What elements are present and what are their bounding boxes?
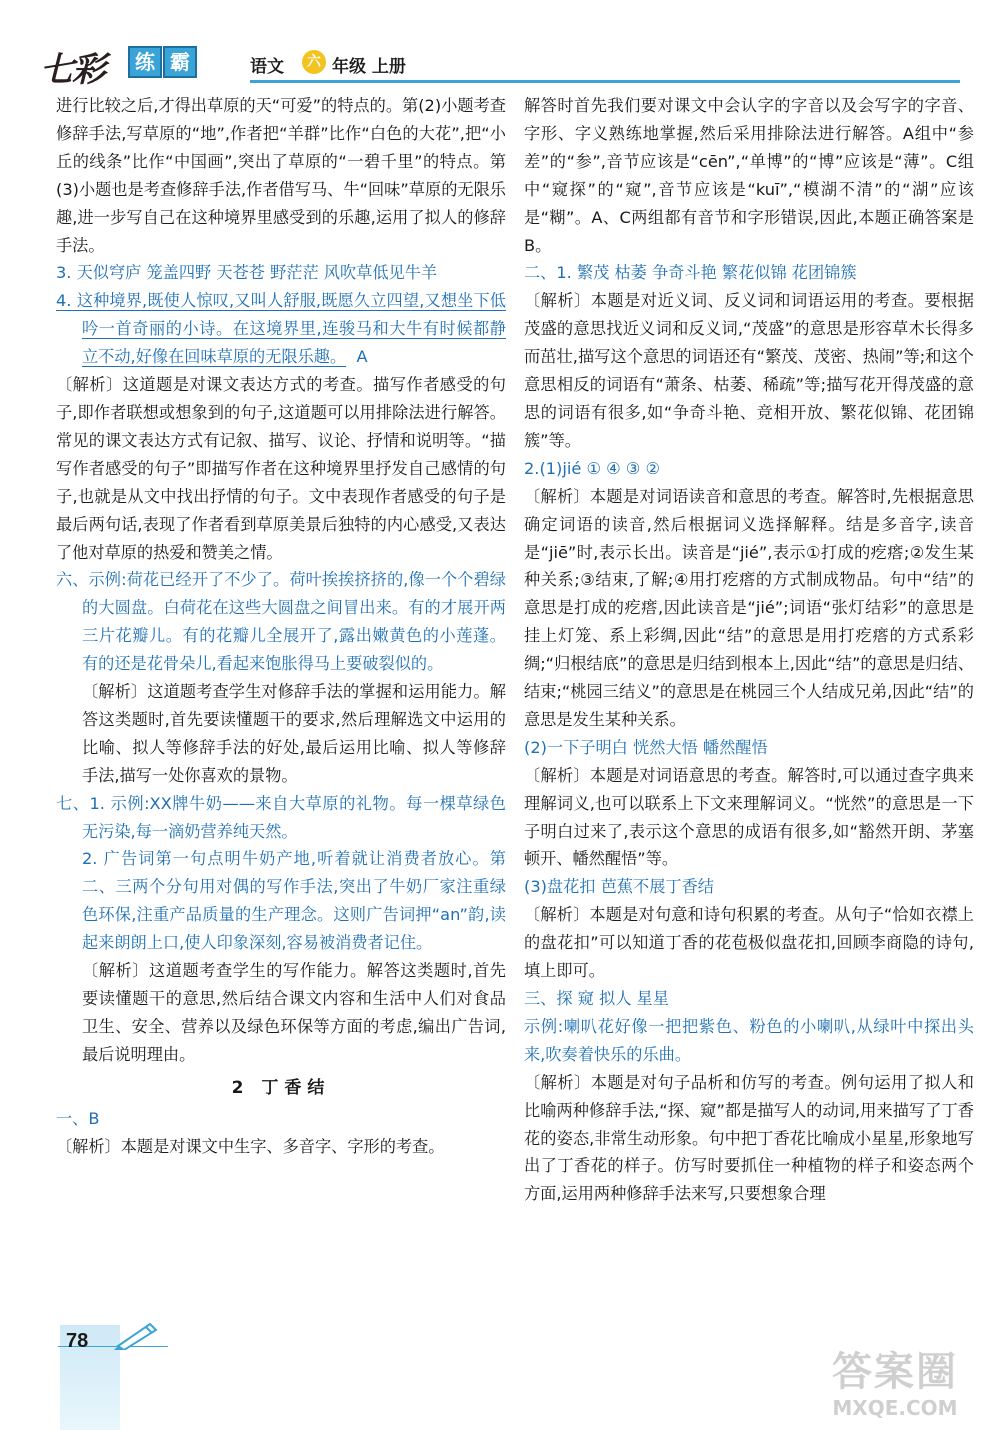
answer-two-1: 二、1. 繁茂 枯萎 争奇斗艳 繁花似锦 花团锦簇 xyxy=(524,263,857,283)
answer-one: 一、B xyxy=(56,1108,100,1128)
explanation-two-2-3: 〔解析〕本题是对句意和诗句积累的考查。从句子“恰如衣襟上的盘花扣”可以知道丁香的花苞极似盘花扣,回顾李商隐的诗句,填上即可。 xyxy=(524,905,974,981)
answer-three-example: 示例:喇叭花好像一把把紫色、粉色的小喇叭,从绿叶中探出头来,吹奏着快乐的乐曲。 xyxy=(524,1016,974,1064)
answer-six: 六、示例:荷花已经开了不少了。荷叶挨挨挤挤的,像一个个碧绿的大圆盘。白荷花在这些大圆盘之间冒出来。有的才展开两三片花瓣儿。有的花瓣儿全展开了,露出嫩黄色的小莲蓬。有的还是花骨朵儿,看起来饱胀得马上要破裂似的。 xyxy=(56,570,506,674)
watermark-url: MXQE.COM xyxy=(832,1396,958,1420)
answer-paragraph: 进行比较之后,才得出草原的天“可爱”的特点的。第(2)小题考查修辞手法,写草原的“地”,作者把“羊群”比作“白色的大花”,把“小丘的线条”比作“中国画”,突出了草原的“一碧千里”的特点。第(3)小题也是考查修辞手法,作者借写马、牛“回味”草原的无限乐趣,进一步写自己在这种境界里感受到的乐趣,运用了拟人的修辞手法。 xyxy=(56,96,506,255)
left-column xyxy=(56,92,506,1160)
brand-box xyxy=(128,46,198,78)
page-number: 78 xyxy=(66,1330,89,1352)
explanation-seven: 〔解析〕这道题考查学生的写作能力。解答这类题时,首先要读懂题干的意思,然后结合课文内容和生活中人们对食品卫生、安全、营养以及绿色环保等方面的考虑,编出广告词,最后说明理由。 xyxy=(82,961,506,1064)
explanation-two-1: 〔解析〕本题是对近义词、反义词和词语运用的考查。要根据茂盛的意思找近义词和反义词,“茂盛”的意思是形容草木长得多而茁壮,描写这个意思的词语还有“繁茂、茂密、热闹”等;和这个意思相反的词语有“萧条、枯萎、稀疏”等;描写花开得茂盛的意思的词语有很多,如“争奇斗艳、竞相开放、繁花似锦、花团锦簇”等。 xyxy=(524,291,974,450)
brand-box-char-2: 霸 xyxy=(163,46,197,78)
brand-logo: 七彩 xyxy=(40,50,104,90)
page-header xyxy=(40,38,960,90)
explanation-six: 〔解析〕这道题考查学生对修辞手法的掌握和运用能力。解答这类题时,首先要读懂题干的要求,然后理解选文中运用的比喻、拟人等修辞手法的好处,最后运用比喻、拟人等修辞手法,描写一处你喜欢的景物。 xyxy=(82,682,506,785)
header-rule xyxy=(250,80,960,83)
explanation-two-2: 〔解析〕本题是对词语读音和意思的考查。解答时,先根据意思确定词语的读音,然后根据词义选择解释。结是多音字,读音是“jiē”时,表示长出。读音是“jié”,表示①打成的疙瘩;②发生某种关系;③结束,了解;④用打疙瘩的方式制成物品。句中“结”的意思是打成的疙瘩,因此读音是“jié”;词语“张灯结彩”的意思是挂上灯笼、系上彩绸,因此“结”的意思是用打疙瘩的方式系彩绸;“归根结底”的意思是归结到根本上,因此“结”的意思是归结、结束;“桃园三结义”的意思是在桃园三个人结成兄弟,因此“结”的意思是发生某种关系。 xyxy=(524,486,974,729)
answer-two-2: 2.(1)jié ① ④ ③ ② xyxy=(524,458,660,478)
answer-4-block xyxy=(56,287,506,371)
section-title: 2 丁香结 xyxy=(231,1077,331,1098)
watermark xyxy=(810,1348,980,1428)
answer-two-2-2: (2)一下子明白 恍然大悟 幡然醒悟 xyxy=(524,737,768,757)
grade-badge: 六 xyxy=(302,50,326,74)
header-grade: 年级 上册 xyxy=(332,57,406,77)
answer-three: 三、探 窥 拟人 星星 xyxy=(524,989,669,1008)
answer-two-2-3: (3)盘花扣 芭蕉不展丁香结 xyxy=(524,877,714,897)
answer-4: 4. 这种境界,既使人惊叹,又叫人舒服,既愿久立四望,又想坐下低吟一首奇丽的小诗。在这境界里,连骏马和大牛有时候都静立不动,好像在回味草原的无限乐趣。 xyxy=(56,291,506,367)
explanation-two-2-2: 〔解析〕本题是对词语意思的考查。解答时,可以通过查字典来理解词义,也可以联系上下文来理解词义。“恍然”的意思是一下子明白过来了,表示这个意思的成语有很多,如“豁然开朗、茅塞顿开、幡然醒悟”等。 xyxy=(524,765,974,869)
pencil-icon xyxy=(110,1320,170,1350)
explanation-4: 〔解析〕这道题是对课文表达方式的考查。描写作者感受的句子,即作者联想或想象到的句子,这道题可以用排除法进行解答。常见的课文表达方式有记叙、描写、议论、抒情和说明等。“描写作者感受的句子”即描写作者在这种境界里抒发自己感情的句子,也就是从文中找出抒情的句子。文中表现作者感受的句子是最后两句话,表现了作者看到草原美景后独特的内心感受,又表达了他对草原的热爱和赞美之情。 xyxy=(56,375,506,562)
answer-4-choice: A xyxy=(356,347,368,367)
explanation-three: 〔解析〕本题是对句子品析和仿写的考查。例句运用了拟人和比喻两种修辞手法,“探、窥”都是描写人的动词,用来描写了丁香花的姿态,非常生动形象。句中把丁香花比喻成小星星,形象地写出了丁香花的样子。仿写时要抓住一种植物的样子和姿态两个方面,运用两种修辞手法来写,只要想象合理 xyxy=(524,1072,974,1204)
right-column xyxy=(524,92,974,1208)
brand-box-char-1: 练 xyxy=(128,46,162,78)
explanation-one: 〔解析〕本题是对课文中生字、多音字、字形的考查。 xyxy=(56,1136,445,1156)
answer-3: 3. 天似穹庐 笼盖四野 天苍苍 野茫茫 风吹草低见牛羊 xyxy=(56,263,438,283)
explanation-continued: 解答时首先我们要对课文中会认字的字音以及会写字的字音、字形、字义熟练地掌握,然后采用排除法进行解答。A组中“参差”的“参”,音节应该是“cēn”,“单博”的“博”应该是“薄”。C组中“窥探”的“窥”,音节应该是“kuī”,“模湖不清”的“湖”应该是“糊”。A、C两组都有音节和字形错误,因此,本题正确答案是B。 xyxy=(524,96,974,255)
watermark-logo: 答案圈 xyxy=(832,1349,958,1395)
answer-seven-2: 2. 广告词第一句点明牛奶产地,听着就让消费者放心。第二、三两个分句用对偶的写作手法,突出了牛奶厂家注重绿色环保,注重产品质量的生产理念。这则广告词押“an”韵,读起来朗朗上口,使人印象深刻,容易被消费者记住。 xyxy=(82,849,506,953)
answer-seven-1: 七、1. 示例:XX牌牛奶——来自大草原的礼物。每一棵草绿色无污染,每一滴奶营养纯天然。 xyxy=(56,793,506,841)
header-subject: 语文 xyxy=(250,57,284,77)
